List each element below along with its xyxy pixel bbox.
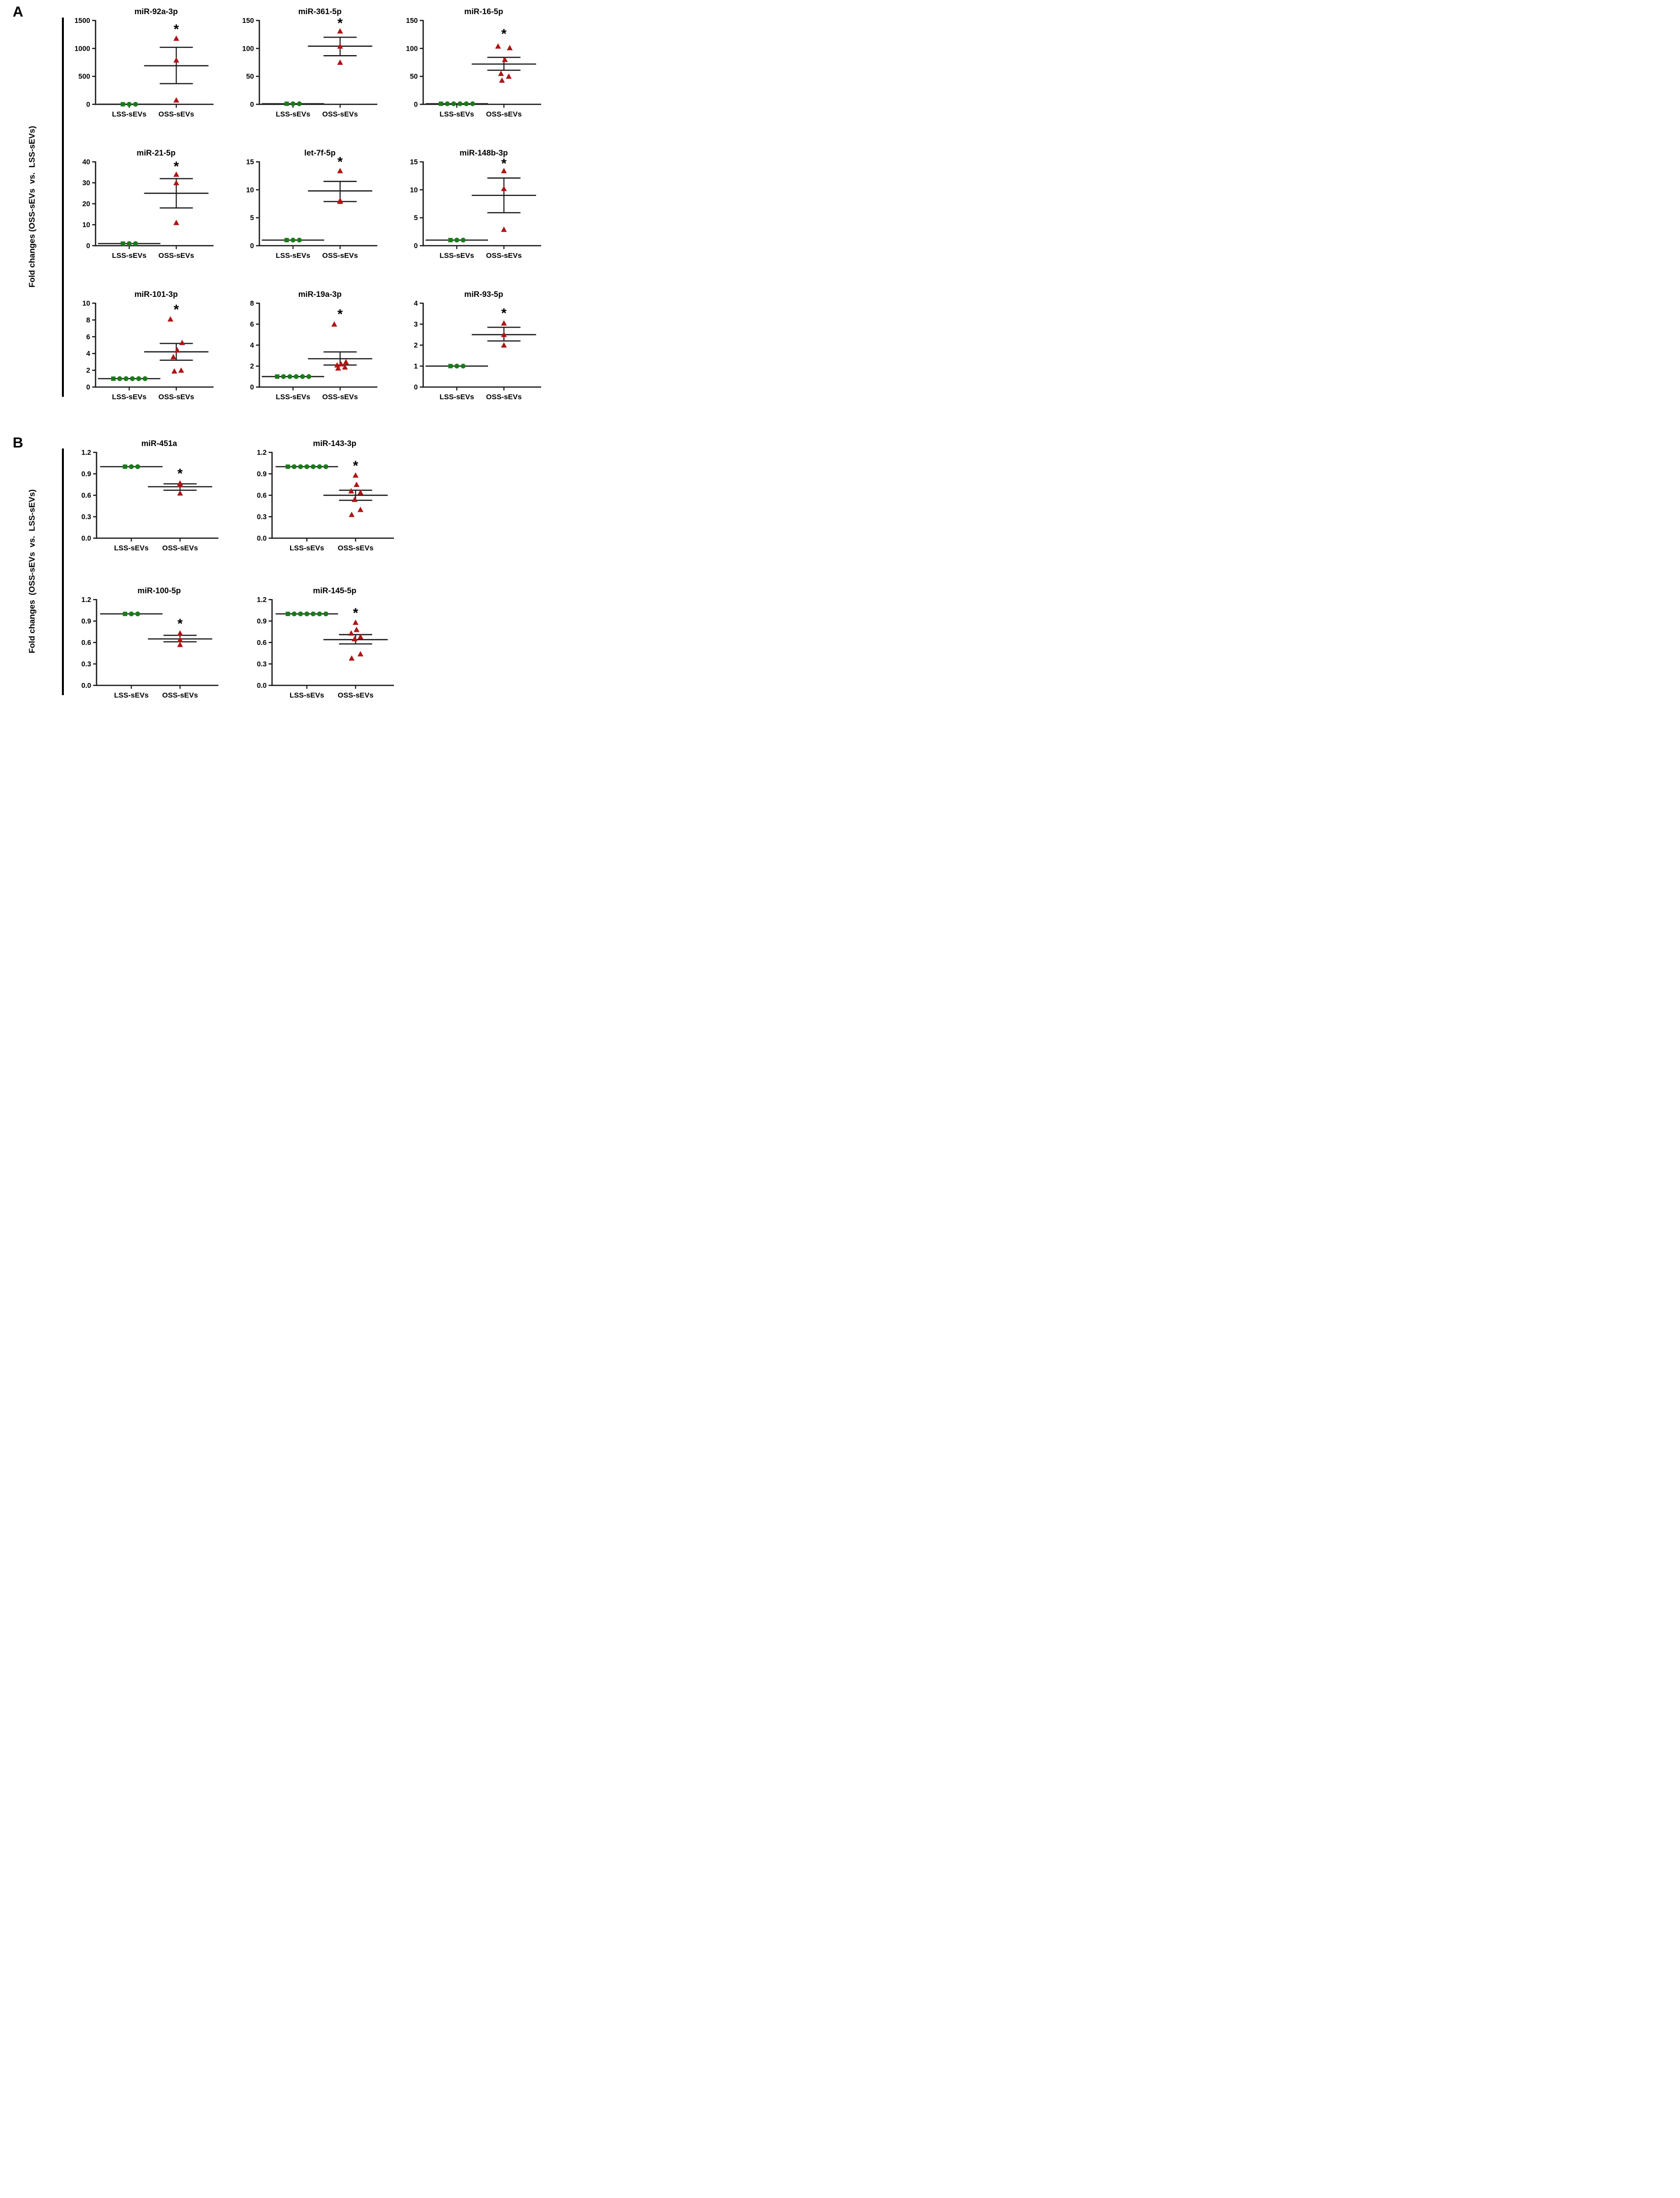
chart-miR-21-5p	[67, 145, 222, 268]
panel-b-axis-bracket	[62, 448, 64, 695]
lss-point	[135, 611, 140, 616]
y-tick-label: 150	[242, 17, 254, 25]
lss-point	[285, 101, 289, 106]
significance-asterisk: *	[501, 305, 507, 321]
significance-asterisk: *	[174, 158, 179, 174]
panel-a	[0, 4, 561, 409]
lss-point	[291, 101, 295, 106]
lss-point	[137, 376, 141, 381]
chart-title: miR-16-5p	[464, 7, 504, 16]
oss-point-triangle	[177, 630, 183, 636]
significance-asterisk: *	[352, 458, 358, 473]
y-tick-label: 0	[250, 242, 254, 250]
oss-point-triangle	[507, 45, 513, 50]
lss-point	[449, 238, 453, 242]
panel-a-y-axis-label: Fold changes (OSS-sEVs vs. LSS-sEVs)	[27, 126, 37, 288]
oss-point-triangle	[506, 74, 512, 79]
y-tick-label: 1.2	[256, 596, 267, 604]
oss-point-triangle	[349, 655, 354, 661]
y-tick-label: 0	[413, 384, 418, 391]
y-tick-label: 10	[82, 300, 90, 308]
y-tick-label: 0	[413, 101, 418, 109]
chart-title: miR-361-5p	[298, 7, 342, 16]
chart-miR-101-3p	[67, 287, 222, 409]
oss-point-triangle	[499, 78, 505, 83]
lss-point	[294, 374, 299, 379]
lss-point	[133, 102, 138, 107]
oss-point-triangle	[168, 316, 174, 322]
lss-point	[281, 374, 286, 379]
lss-point	[451, 101, 456, 106]
oss-point-triangle	[357, 506, 363, 512]
panel-a-label: A	[13, 4, 23, 20]
lss-point	[458, 101, 463, 106]
y-tick-label: 0.3	[81, 513, 91, 521]
y-tick-label: 150	[406, 17, 418, 25]
x-tick-label: LSS-sEVs	[439, 110, 474, 118]
chart-title: miR-145-5p	[313, 586, 356, 595]
x-tick-label: OSS-sEVs	[158, 252, 195, 260]
y-tick-label: 1.2	[81, 596, 91, 604]
chart-title: miR-100-5p	[137, 586, 181, 595]
y-tick-label: 0.3	[81, 661, 91, 668]
y-tick-label: 4	[86, 350, 90, 358]
x-tick-label: LSS-sEVs	[439, 252, 474, 260]
x-tick-label: OSS-sEVs	[162, 544, 198, 552]
oss-point-triangle	[332, 321, 337, 327]
oss-point-triangle	[177, 490, 183, 496]
lss-point	[291, 238, 295, 243]
lss-point	[129, 464, 134, 469]
chart-miR-19a-3p	[231, 287, 386, 409]
chart-title: miR-19a-3p	[298, 290, 342, 299]
lss-point	[317, 611, 322, 616]
lss-point	[445, 101, 450, 106]
oss-point-triangle	[501, 186, 507, 191]
lss-point	[300, 374, 305, 379]
y-tick-label: 0.3	[256, 513, 267, 521]
figure	[0, 0, 561, 722]
oss-point-triangle	[171, 354, 176, 359]
panel-b-label: B	[13, 435, 23, 451]
oss-point-triangle	[172, 368, 177, 373]
x-tick-label: OSS-sEVs	[322, 393, 358, 401]
lss-point	[292, 464, 296, 469]
oss-point-triangle	[179, 340, 185, 345]
y-tick-label: 2	[250, 363, 254, 370]
y-tick-label: 8	[250, 300, 254, 308]
y-tick-label: 20	[82, 200, 90, 208]
lss-point	[439, 101, 443, 106]
x-tick-label: LSS-sEVs	[289, 691, 324, 700]
lss-point	[297, 101, 302, 106]
y-tick-label: 5	[250, 214, 254, 222]
oss-point-triangle	[353, 627, 359, 632]
y-tick-label: 500	[78, 73, 90, 81]
x-tick-label: OSS-sEVs	[158, 393, 195, 401]
y-tick-label: 40	[82, 158, 90, 166]
chart-title: miR-101-3p	[134, 290, 178, 299]
chart-miR-16-5p	[395, 4, 550, 127]
y-tick-label: 1	[413, 363, 418, 370]
y-tick-label: 0.6	[81, 639, 91, 647]
chart-title: miR-93-5p	[464, 290, 504, 299]
lss-point	[298, 464, 303, 469]
y-tick-label: 2	[413, 342, 418, 350]
y-tick-label: 6	[250, 321, 254, 329]
lss-point	[449, 364, 453, 369]
oss-point-triangle	[352, 497, 357, 502]
x-tick-label: OSS-sEVs	[486, 252, 522, 260]
oss-point-triangle	[174, 97, 179, 102]
x-tick-label: LSS-sEVs	[289, 544, 324, 552]
y-tick-label: 1500	[74, 17, 90, 25]
y-tick-label: 0	[250, 101, 254, 109]
oss-point-triangle	[501, 342, 507, 348]
x-tick-label: OSS-sEVs	[162, 691, 198, 700]
oss-point-triangle	[349, 512, 354, 517]
chart-miR-451a	[67, 435, 228, 561]
lss-point	[143, 376, 148, 381]
y-tick-label: 10	[246, 186, 254, 195]
oss-point-triangle	[343, 359, 349, 364]
lss-point	[127, 241, 132, 246]
y-tick-label: 0.9	[256, 470, 267, 478]
y-tick-label: 8	[86, 316, 90, 325]
x-tick-label: OSS-sEVs	[486, 110, 522, 118]
lss-point	[304, 464, 309, 469]
y-tick-label: 0	[86, 101, 90, 109]
lss-point	[121, 241, 125, 246]
lss-point	[317, 464, 322, 469]
x-tick-label: LSS-sEVs	[114, 544, 149, 552]
lss-point	[454, 364, 459, 369]
oss-point-triangle	[501, 320, 507, 326]
y-tick-label: 0	[86, 384, 90, 391]
chart-title: let-7f-5p	[304, 149, 336, 157]
significance-asterisk: *	[174, 21, 179, 37]
lss-point	[311, 611, 315, 616]
y-tick-label: 0.0	[256, 682, 267, 690]
lss-point	[117, 376, 122, 381]
y-tick-label: 15	[410, 158, 418, 166]
panel-a-axis-bracket	[62, 18, 64, 397]
x-tick-label: LSS-sEVs	[439, 393, 474, 401]
chart-miR-100-5p	[67, 582, 228, 708]
x-tick-label: LSS-sEVs	[114, 691, 149, 700]
oss-point-triangle	[348, 630, 354, 636]
y-tick-label: 0.9	[256, 618, 267, 625]
y-tick-label: 0.6	[256, 639, 267, 647]
lss-point	[461, 364, 466, 369]
y-tick-label: 4	[250, 342, 254, 350]
chart-miR-93-5p	[395, 287, 550, 409]
y-tick-label: 0	[86, 242, 90, 250]
y-tick-label: 2	[86, 367, 90, 375]
y-tick-label: 0.9	[81, 470, 91, 478]
lss-point	[297, 238, 302, 243]
oss-point-triangle	[357, 651, 363, 656]
oss-point-triangle	[495, 43, 501, 49]
oss-point-triangle	[174, 220, 179, 225]
chart-miR-143-3p	[243, 435, 404, 561]
y-tick-label: 0	[413, 242, 418, 250]
significance-asterisk: *	[337, 154, 343, 169]
lss-point	[464, 101, 469, 106]
y-tick-label: 100	[242, 45, 254, 53]
panel-b-y-axis-label: Fold changes (OSS-sEVs vs. LSS-sEVs)	[27, 489, 37, 654]
x-tick-label: OSS-sEVs	[158, 110, 195, 118]
oss-point-triangle	[352, 620, 358, 625]
significance-asterisk: *	[352, 605, 358, 621]
x-tick-label: OSS-sEVs	[337, 544, 374, 552]
x-tick-label: OSS-sEVs	[486, 393, 522, 401]
x-tick-label: OSS-sEVs	[322, 110, 358, 118]
lss-point	[323, 464, 328, 469]
lss-point	[323, 611, 328, 616]
oss-point-triangle	[501, 227, 507, 232]
lss-point	[111, 376, 116, 381]
y-tick-label: 0.9	[81, 618, 91, 625]
lss-point	[123, 612, 127, 616]
lss-point	[135, 464, 140, 469]
y-tick-label: 1.2	[256, 449, 267, 457]
lss-point	[127, 102, 132, 107]
chart-title: miR-148b-3p	[459, 149, 508, 157]
significance-asterisk: *	[177, 616, 183, 631]
lss-point	[285, 238, 289, 242]
chart-miR-148b-3p	[395, 145, 550, 268]
y-tick-label: 4	[413, 300, 418, 308]
chart-title: miR-21-5p	[137, 149, 176, 157]
lss-point	[470, 101, 475, 106]
chart-title: miR-451a	[141, 439, 177, 448]
lss-point	[286, 612, 290, 616]
oss-point-triangle	[174, 180, 179, 185]
significance-asterisk: *	[501, 156, 507, 171]
lss-point	[454, 238, 459, 243]
significance-asterisk: *	[337, 15, 343, 31]
oss-point-triangle	[498, 71, 504, 76]
lss-point	[130, 376, 135, 381]
oss-point-triangle	[174, 57, 179, 62]
chart-title: miR-92a-3p	[134, 7, 178, 16]
y-tick-label: 50	[246, 73, 254, 81]
y-tick-label: 3	[413, 321, 418, 329]
y-tick-label: 10	[82, 221, 90, 229]
oss-point-triangle	[178, 368, 184, 373]
chart-miR-145-5p	[243, 582, 404, 708]
x-tick-label: OSS-sEVs	[322, 252, 358, 260]
y-tick-label: 1000	[74, 45, 90, 53]
x-tick-label: LSS-sEVs	[275, 252, 311, 260]
oss-point-triangle	[175, 347, 180, 352]
chart-miR-92a-3p	[67, 4, 222, 127]
x-tick-label: LSS-sEVs	[275, 393, 311, 401]
chart-miR-361-5p	[231, 4, 386, 127]
x-tick-label: OSS-sEVs	[337, 691, 374, 700]
y-tick-label: 0.0	[81, 535, 91, 543]
lss-point	[292, 611, 296, 616]
significance-asterisk: *	[174, 302, 179, 317]
oss-point-triangle	[337, 59, 343, 65]
lss-point	[275, 374, 279, 379]
lss-point	[124, 376, 129, 381]
chart-let-7f-5p	[231, 145, 386, 268]
lss-point	[307, 374, 312, 379]
y-tick-label: 6	[86, 333, 90, 341]
x-tick-label: LSS-sEVs	[112, 393, 147, 401]
significance-asterisk: *	[337, 306, 343, 322]
lss-point	[311, 464, 315, 469]
x-tick-label: LSS-sEVs	[275, 110, 311, 118]
lss-point	[304, 611, 309, 616]
panel-b	[0, 435, 561, 708]
y-tick-label: 0.6	[256, 492, 267, 500]
oss-point-triangle	[352, 636, 357, 642]
significance-asterisk: *	[177, 466, 183, 481]
lss-point	[121, 102, 125, 106]
oss-point-triangle	[352, 472, 358, 478]
lss-point	[298, 611, 303, 616]
lss-point	[286, 465, 290, 469]
lss-point	[133, 241, 138, 246]
lss-point	[123, 465, 127, 469]
y-tick-label: 0.6	[81, 492, 91, 500]
y-tick-label: 10	[410, 186, 418, 195]
lss-point	[129, 611, 134, 616]
y-tick-label: 1.2	[81, 449, 91, 457]
y-tick-label: 0.0	[81, 682, 91, 690]
x-tick-label: LSS-sEVs	[112, 252, 147, 260]
y-tick-label: 15	[246, 158, 254, 166]
y-tick-label: 30	[82, 179, 90, 187]
x-tick-label: LSS-sEVs	[112, 110, 147, 118]
lss-point	[461, 238, 466, 243]
y-tick-label: 0.0	[256, 535, 267, 543]
oss-point-triangle	[177, 642, 183, 647]
y-tick-label: 100	[406, 45, 418, 53]
y-tick-label: 0	[250, 384, 254, 391]
panel-a-charts-grid	[67, 4, 561, 409]
significance-asterisk: *	[501, 26, 507, 41]
oss-point-triangle	[353, 482, 359, 487]
lss-point	[288, 374, 293, 379]
y-tick-label: 5	[413, 214, 418, 222]
y-tick-label: 0.3	[256, 661, 267, 668]
panel-b-charts-grid	[67, 435, 561, 708]
y-tick-label: 50	[410, 73, 418, 81]
chart-title: miR-143-3p	[313, 439, 356, 448]
